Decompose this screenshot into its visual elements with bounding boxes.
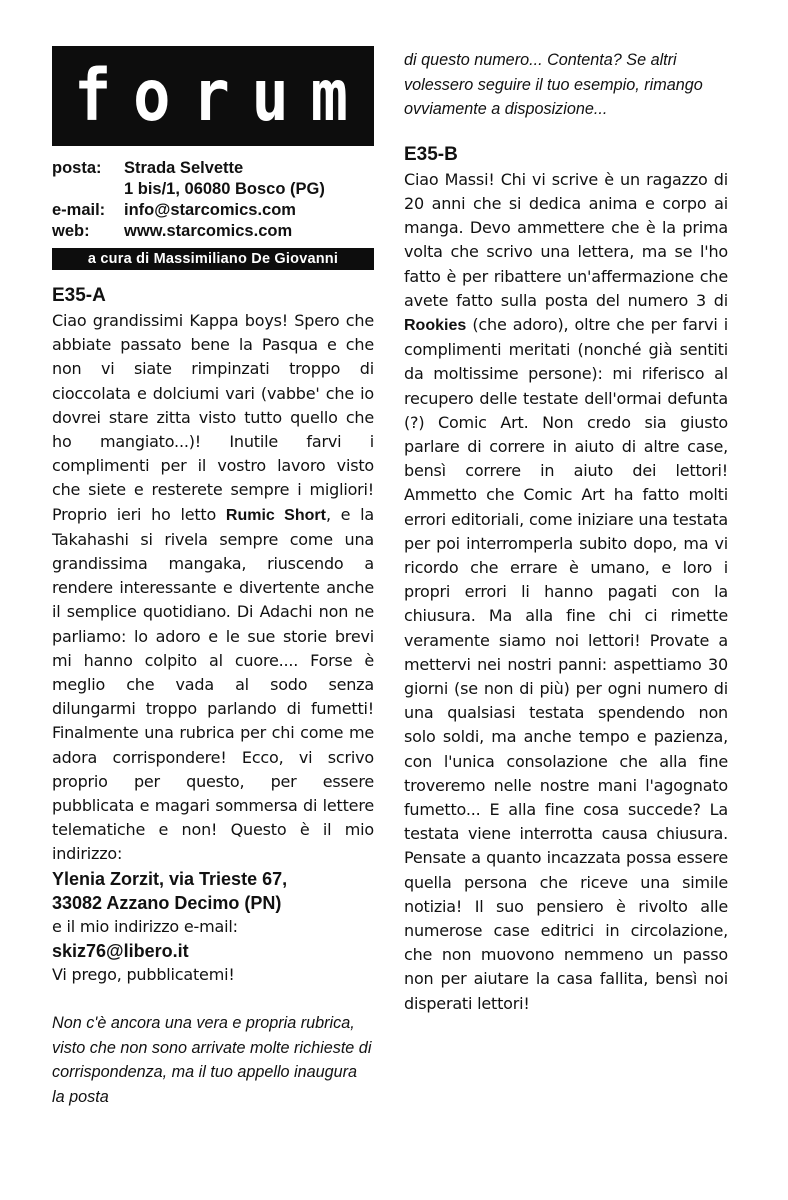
masthead-letter: u (251, 53, 289, 138)
letter-a-text-1: Ciao grandissimi Kappa boys! Spero che abbiate passato bene la Pasqua e che non vi siate rimpinzati troppo di cioccolata e dolciumi vari (vabbe' che io dovrei stare zitta visto tutto quello che ho mangiato...)! Inutile farvi i complimenti per il vostro lavoro visto che siete e resterete sempre i migliori! Proprio ieri ho letto (52, 311, 374, 524)
web-label: web: (52, 222, 90, 240)
postal-address (52, 158, 374, 179)
email-contact (52, 200, 374, 221)
letter-b-text-1: Ciao Massi! Chi vi scrive è un ragazzo di 20 anni che si dedica anima e corpo ai manga. Devo ammettere che è la prima volta che scrivo una lettera, ma se l'ho fatto è per ribattere un'affermazione che avete fatto sulla posta del numero 3 di (404, 169, 728, 310)
masthead-letter: r (192, 53, 230, 138)
email-label: e-mail: (52, 201, 106, 219)
letter-id-b: E35-B (404, 143, 458, 165)
reply-a-part-1: Non c'è ancora una vera e propria rubrica, visto che non sono arrivate molte richieste di corrispondenza, ma il tuo appello inaugura la posta (52, 1014, 372, 1106)
letter-a-email: skiz76@libero.it (52, 940, 189, 961)
letter-b-text-2: (che adoro), oltre che per farvi i complimenti meritati (nonché già sentiti da moltissime persone): mi riferisco al recupero delle testate dell'ormai defunta (?) Comic Art. Non credo sia giusto parlare di correre in aiuto di altre case, bensì correre in aiuto dei lettori! Ammetto che Comic Art ha fatto molti errori editoriali, come iniziare una testata per poi interromperla subito dopo, ma vi ricordo che errare è umano, e loro i propri errori li hanno pagati con la chiusura. Ma alla fine chi ci rimette veramente siamo noi lettori! Provate a mettervi nei nostri panni: aspettiamo 30 giorni (se non di più) per ogni numero di una qualsiasi testata spendendo non solo soldi, ma anche tempo e pazienza, con l'unica consolazione che alla fine troveremo nelle nostre mani l'agognato fumetto... E alla fine cosa succede? La testata viene interrotta causa chiusura. Pensate a quanto incazzata possa essere quella persona che riceve una simile notizia! Il suo pensiero è rivolto alle numerose case editrici in circolazione, che non muovono nemmeno un passo non per aiutare la casa fallita, bensì noi disperati lettori! (404, 315, 728, 1013)
letter-a-address-line-1: Ylenia Zorzit, via Trieste 67, (52, 868, 288, 889)
letter-b-title-rookies: Rookies (404, 317, 467, 334)
email-value: info@starcomics.com (124, 201, 296, 219)
masthead-letter: f (74, 53, 112, 138)
right-column (404, 48, 728, 1016)
contact-info (52, 158, 374, 242)
posta-label: posta: (52, 159, 102, 177)
letter-id-a: E35-A (52, 285, 106, 306)
letter-a-text-2: , e la Takahashi si rivela sempre come una grandissima mangaka, riuscendo a rendere interessante e divertente anche il semplice quotidiano. Di Adachi non ne parliamo: lo adoro e le sue storie brevi mi hanno colpito al cuore.... Forse è meglio che vada al sodo senza dilungarmi troppo parlando di fumetti! Finalmente una rubrica per chi come me adora corrispondere! Ecco, vi scrivo proprio per questo, per essere pubblicata e magari sommersa di lettere telematiche e non! Questo è il mio indirizzo: (52, 504, 374, 864)
web-value: www.starcomics.com (124, 222, 293, 240)
letter-a-body (52, 309, 374, 987)
curator-bar: a cura di Massimiliano De Giovanni (52, 248, 374, 270)
letter-b-body (404, 168, 728, 1016)
forum-masthead (52, 46, 374, 146)
postal-address-cont (52, 179, 374, 200)
masthead-letter: o (133, 53, 171, 138)
reply-a-part-2: di questo numero... Contenta? Se altri volessero seguire il tuo esempio, rimango ovviamente a disposizione... (404, 51, 703, 119)
letter-a-address-line-2: 33082 Azzano Decimo (PN) (52, 892, 282, 913)
masthead-letter: m (310, 53, 348, 138)
letter-a-closing: Vi prego, pubblicatemi! (52, 964, 235, 984)
posta-line-1: Strada Selvette (124, 159, 244, 177)
posta-line-2: 1 bis/1, 06080 Bosco (PG) (124, 180, 325, 198)
left-column (52, 46, 374, 1109)
letter-a-email-intro: e il mio indirizzo e-mail: (52, 916, 238, 936)
web-contact (52, 221, 374, 242)
letter-a-title-rumic-short: Rumic Short (225, 506, 326, 524)
